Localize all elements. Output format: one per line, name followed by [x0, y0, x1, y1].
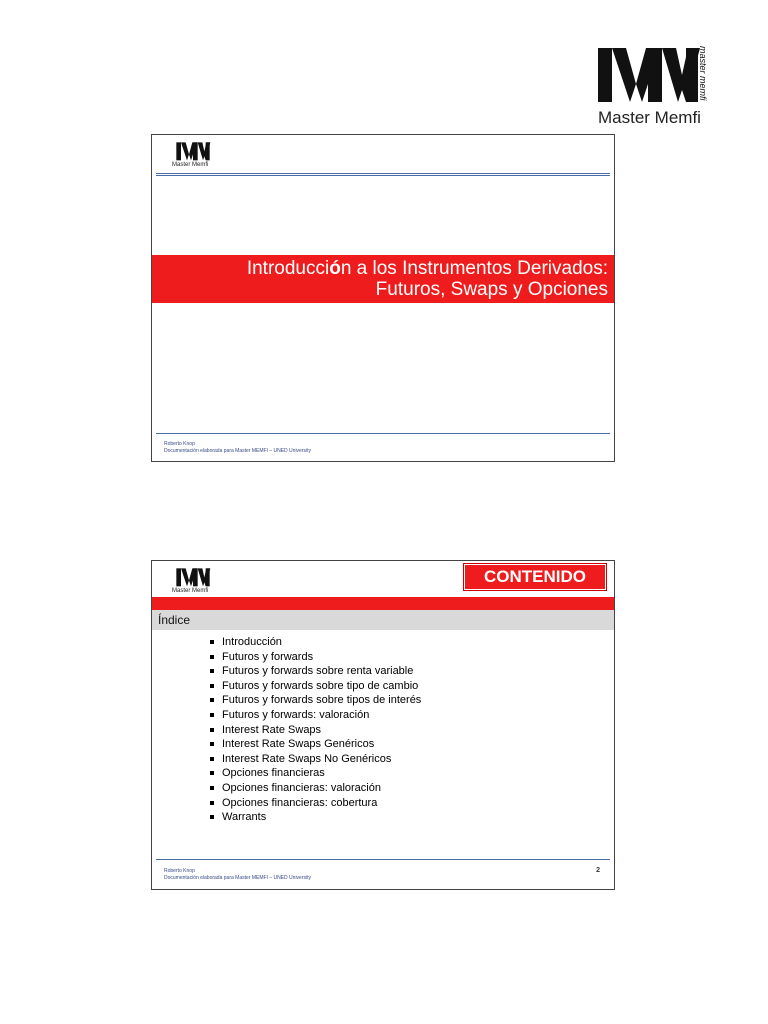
logo-vertical-text: master memfi	[698, 46, 708, 101]
bullet-icon	[210, 757, 214, 761]
slide-title	[151, 134, 615, 462]
page-number: 2	[596, 867, 600, 874]
mm-small-logo-icon	[172, 567, 214, 587]
bullet-icon	[210, 655, 214, 659]
bullet-icon	[210, 698, 214, 702]
bullet-icon	[210, 786, 214, 790]
header-rule	[156, 173, 610, 176]
bullet-icon	[210, 815, 214, 819]
master-memfi-logo	[596, 44, 716, 134]
contenido-badge: CONTENIDO	[464, 564, 606, 590]
section-title: Índice	[152, 610, 614, 630]
footer-rule	[156, 859, 610, 860]
contents-list	[210, 635, 421, 825]
slide-contents	[151, 560, 615, 890]
list-item: Futuros y forwards sobre tipos de interés	[210, 693, 421, 708]
list-item: Warrants	[210, 810, 421, 825]
list-item: Opciones financieras	[210, 766, 421, 781]
list-item: Introducción	[210, 635, 421, 650]
footer-credit: Documentación elaborada para Master MEMFI – UNED University	[164, 875, 311, 881]
list-item: Opciones financieras: valoración	[210, 781, 421, 796]
title-line-1: Introducción a los Instrumentos Derivados:	[246, 258, 608, 279]
bullet-icon	[210, 728, 214, 732]
bullet-icon	[210, 713, 214, 717]
mm-small-logo-icon	[172, 141, 214, 161]
slide-logo	[172, 567, 218, 597]
slide-footer	[164, 441, 311, 455]
slide-logo-text: Master Memfi	[172, 588, 209, 594]
slide-logo	[172, 141, 218, 171]
footer-author: Roberto Knop	[164, 441, 195, 447]
footer-credit: Documentación elaborada para Master MEMFI – UNED University	[164, 448, 311, 454]
bullet-icon	[210, 669, 214, 673]
bullet-icon	[210, 640, 214, 644]
title-band	[152, 255, 614, 303]
footer-author: Roberto Knop	[164, 868, 195, 874]
list-item: Interest Rate Swaps Genéricos	[210, 737, 421, 752]
list-item: Futuros y forwards	[210, 650, 421, 665]
bullet-icon	[210, 771, 214, 775]
list-item: Interest Rate Swaps	[210, 723, 421, 738]
mm-logo-mark-icon	[596, 44, 700, 104]
logo-brand-name: Master Memfi	[598, 108, 701, 127]
list-item: Futuros y forwards: valoración	[210, 708, 421, 723]
bullet-icon	[210, 742, 214, 746]
list-item: Opciones financieras: cobertura	[210, 796, 421, 811]
slide-footer	[164, 868, 311, 882]
slide-logo-text: Master Memfi	[172, 162, 209, 168]
list-item: Futuros y forwards sobre renta variable	[210, 664, 421, 679]
list-item: Interest Rate Swaps No Genéricos	[210, 752, 421, 767]
title-line-2: Futuros, Swaps y Opciones	[375, 279, 608, 300]
red-header-bar	[152, 597, 614, 610]
bullet-icon	[210, 801, 214, 805]
list-item: Futuros y forwards sobre tipo de cambio	[210, 679, 421, 694]
bullet-icon	[210, 684, 214, 688]
footer-rule	[156, 433, 610, 434]
